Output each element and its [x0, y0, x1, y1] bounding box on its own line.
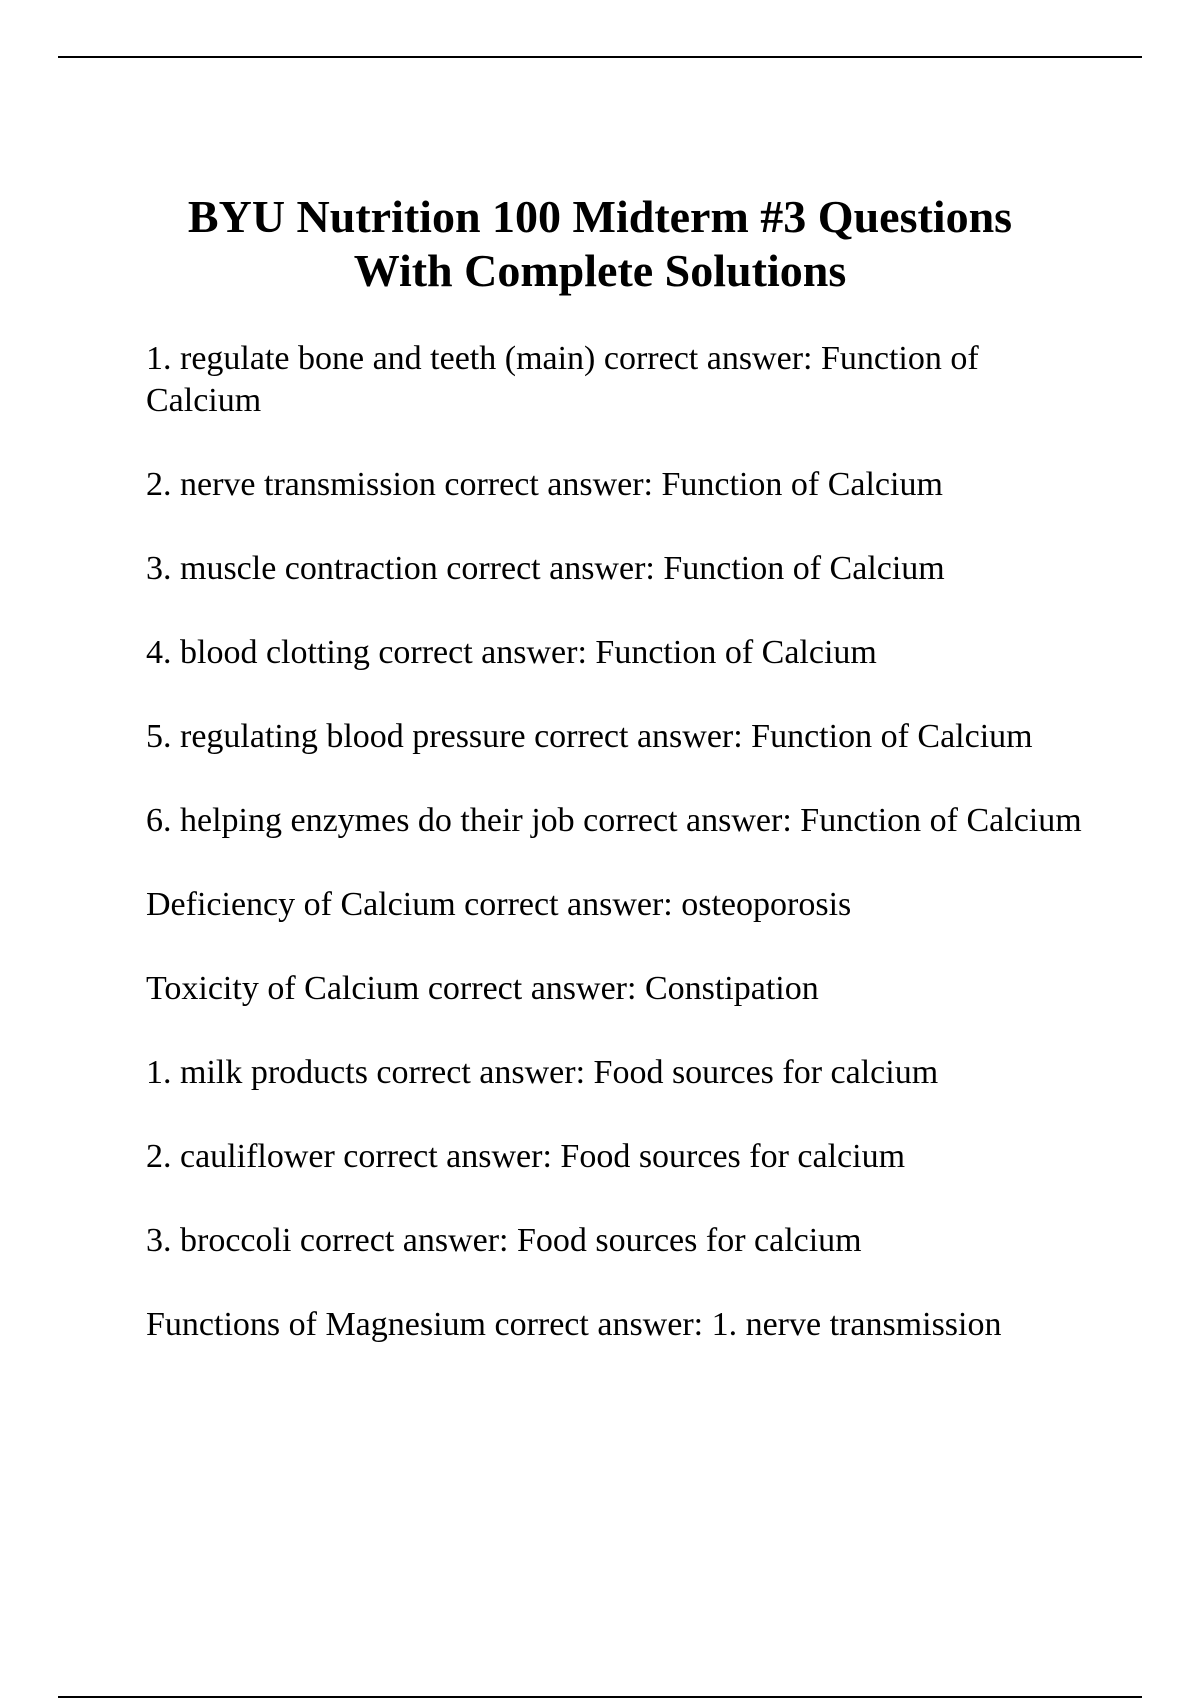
qa-item: 1. regulate bone and teeth (main) correct answer: Function of Calcium: [146, 340, 979, 419]
qa-item: Deficiency of Calcium correct answer: osteoporosis: [146, 886, 852, 923]
qa-item: 2. nerve transmission correct answer: Function of Calcium: [146, 466, 943, 503]
bottom-rule: [58, 1696, 1142, 1698]
qa-item: Toxicity of Calcium correct answer: Constipation: [146, 970, 819, 1007]
question-answer-list: [146, 338, 1086, 1388]
qa-item: 5. regulating blood pressure correct answer: Function of Calcium: [146, 718, 1033, 755]
title-line-2: With Complete Solutions: [353, 245, 847, 296]
qa-item: 3. muscle contraction correct answer: Function of Calcium: [146, 550, 945, 587]
title-line-1: BYU Nutrition 100 Midterm #3 Questions: [187, 191, 1013, 242]
document-title: [100, 190, 1100, 298]
top-rule: [58, 56, 1142, 58]
qa-item: 6. helping enzymes do their job correct answer: Function of Calcium: [146, 802, 1082, 839]
qa-item: 3. broccoli correct answer: Food sources for calcium: [146, 1222, 862, 1259]
qa-item: Functions of Magnesium correct answer: 1. nerve transmission: [146, 1306, 1002, 1343]
qa-item: 4. blood clotting correct answer: Function of Calcium: [146, 634, 877, 671]
qa-item: 2. cauliflower correct answer: Food sources for calcium: [146, 1138, 906, 1175]
qa-item: 1. milk products correct answer: Food sources for calcium: [146, 1054, 939, 1091]
